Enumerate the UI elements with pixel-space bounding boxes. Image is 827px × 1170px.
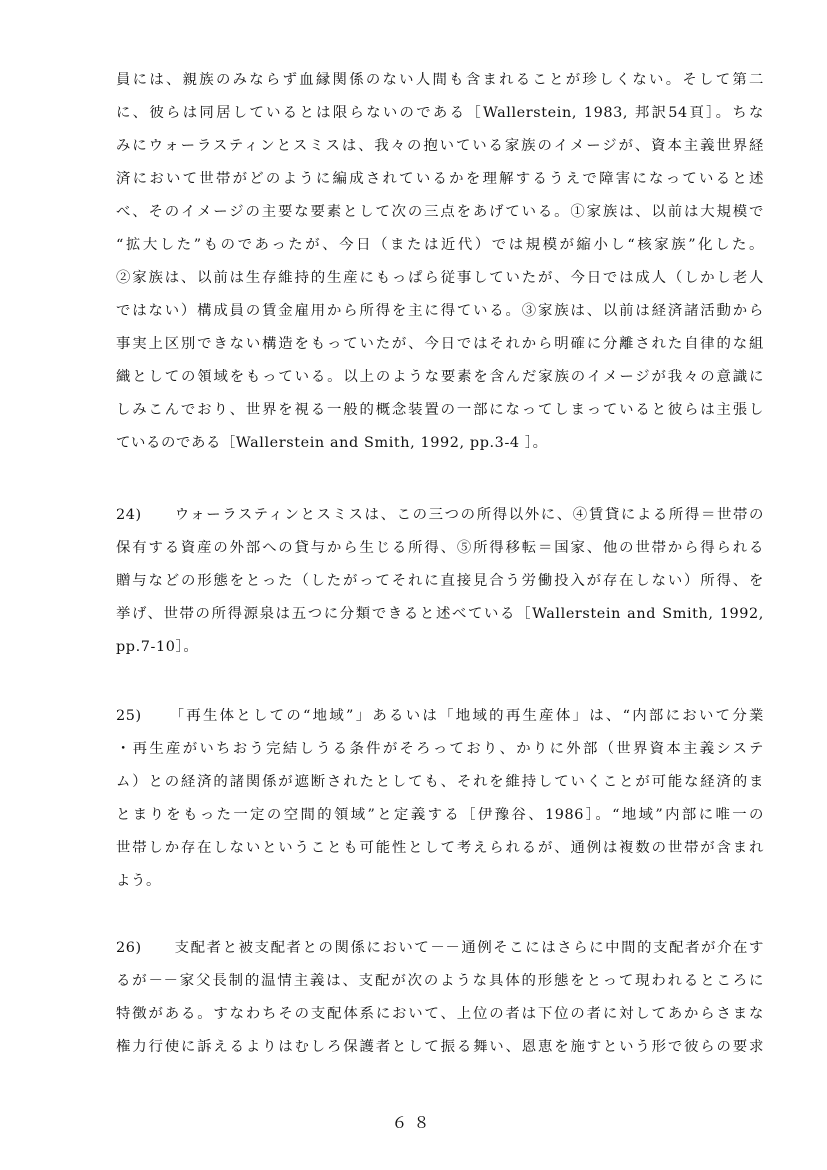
text-line: ②家族は、以前は生存維持的生産にもっぱら従事していたが、今日では成人（しかし老人: [116, 270, 764, 286]
text-line: “拡大した”ものであったが、今日（または近代）では規模が縮小し“核家族”化した。: [116, 237, 764, 253]
note-26: [116, 932, 764, 1064]
text-line: しみこんでおり、世界を視る一般的概念装置の一部になってしまっていると彼らは主張し: [116, 402, 764, 418]
text-line: 特徴がある。すなわちその支配体系において、上位の者は下位の者に対してあからさまな: [116, 1006, 764, 1022]
text-line: ではない）構成員の賃金雇用から所得を主に得ている。③家族は、以前は経済諸活動から: [116, 303, 764, 319]
intro-paragraph: [116, 64, 764, 460]
text-line: 26) 支配者と被支配者との関係において－－通例そこにはさらに中間的支配者が介在す: [116, 940, 764, 956]
text-line: よう。: [116, 873, 161, 889]
note-25: [116, 700, 764, 898]
text-line: 済において世帯がどのように編成されているかを理解するうえで障害になっていると述: [116, 171, 764, 187]
text-line: 25) 「再生体としての“地域”」あるいは「地域的再生産体」は、“内部において分業: [116, 708, 764, 724]
text-line: に、彼らは同居しているとは限らないのである［Wallerstein, 1983, 邦訳54頁］。ちな: [116, 105, 764, 121]
text-line: 織としての領域をもっている。以上のような要素を含んだ家族のイメージが我々の意識に: [116, 369, 764, 385]
text-line: 員には、親族のみならず血縁関係のない人間も含まれることが珍しくない。そして第二: [116, 72, 764, 88]
text-line: 保有する資産の外部への貸与から生じる所得、⑤所得移転＝国家、他の世帯から得られる: [116, 540, 764, 556]
text-line: とまりをもった一定の空間的領域”と定義する［伊豫谷、1986］。“地域”内部に唯一の: [116, 807, 764, 823]
page-number: ６８: [391, 1113, 436, 1132]
text-line: ム）との経済的諸関係が遮断されたとしても、それを維持していくことが可能な経済的ま: [116, 774, 764, 790]
text-line: べ、そのイメージの主要な要素として次の三点をあげている。①家族は、以前は大規模で: [116, 204, 764, 220]
text-line: 贈与などの形態をとった（したがってそれに直接見合う労働投入が存在しない）所得、を: [116, 573, 764, 589]
text-line: みにウォーラスティンとスミスは、我々の抱いている家族のイメージが、資本主義世界経: [116, 138, 764, 154]
text-line: るが－－家父長制的温情主義は、支配が次のような具体的形態をとって現われるところに: [116, 973, 764, 989]
text-line: 24) ウォーラスティンとスミスは、この三つの所得以外に、④賃貸による所得＝世帯の: [116, 507, 764, 523]
text-line: pp.7-10］。: [116, 639, 199, 655]
text-line: 挙げ、世帯の所得源泉は五つに分類できると述べている［Wallerstein and Smith, 1992,: [116, 606, 764, 622]
text-line: 事実上区別できない構造をもっていたが、今日ではそれから明確に分離された自律的な組: [116, 336, 764, 352]
note-24: [116, 499, 764, 664]
text-line: 権力行使に訴えるよりはむしろ保護者として振る舞い、恩恵を施すという形で彼らの要求: [116, 1039, 764, 1055]
text-line: ているのである［Wallerstein and Smith, 1992, pp.3-4 ］。: [116, 435, 548, 451]
text-line: ・再生産がいちおう完結しうる条件がそろっており、かりに外部（世界資本主義システ: [116, 741, 764, 757]
text-line: 世帯しか存在しないということも可能性として考えられるが、通例は複数の世帯が含まれ: [116, 840, 764, 856]
